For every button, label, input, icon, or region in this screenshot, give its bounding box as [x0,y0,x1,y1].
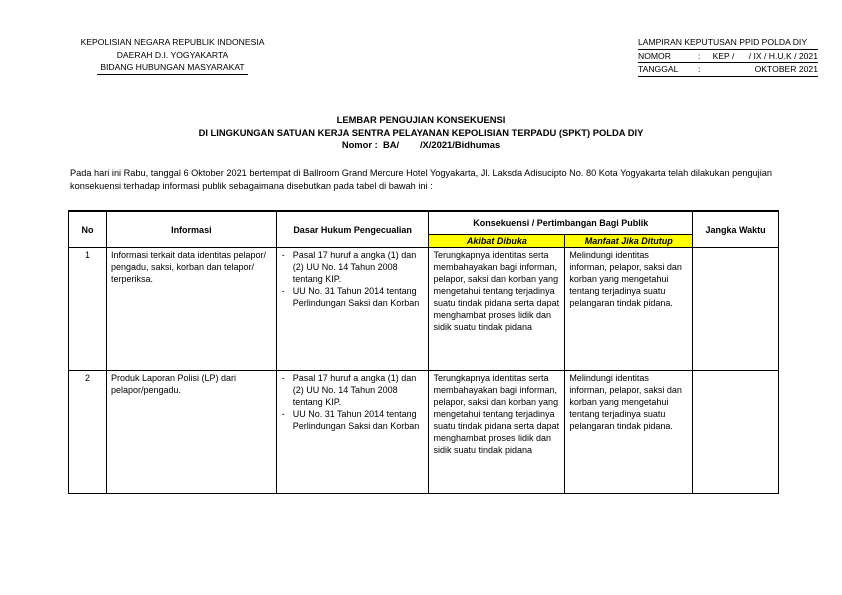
row-jangka-waktu [693,248,779,371]
tanggal-label: TANGGAL [638,64,679,74]
dasar-hukum-item: - UU No. 31 Tahun 2014 tentang Perlindungan Saksi dan Korban [281,408,425,432]
row-informasi: Informasi terkait data identitas pelapor/ pengadu, saksi, korban dan telapor/ terperiksa. [106,248,276,371]
nomor-value: KEP / / IX / H.U.K / 2021 [712,50,818,61]
table-row [69,248,779,371]
institution-line-1: KEPOLISIAN NEGARA REPUBLIK INDONESIA [80,37,265,47]
institution-line-3: BIDANG HUBUNGAN MASYARAKAT [97,61,247,75]
row-informasi: Produk Laporan Polisi (LP) dari pelapor/pengadu. [106,371,276,494]
table-row [69,371,779,494]
header-institution [70,36,275,75]
row-dasar-hukum [276,248,429,371]
consequence-test-table [68,210,779,494]
header-akibat-dibuka: Akibat Dibuka [429,235,565,248]
institution-line-2: DAERAH D.I. YOGYAKARTA [116,49,229,60]
header-jangka-waktu: Jangka Waktu [693,211,779,248]
row-number: 2 [69,371,107,494]
tanggal-row [638,63,818,77]
header-no: No [69,211,107,248]
row-akibat-dibuka: Terungkapnya identitas serta membahayakan bagi informan, pelapor, saksi dan korban yang mengetahui tentang terjadinya suatu tindak pidana serta dapat menghambat proses lidik dan sidik suatu tindak pidana [429,371,565,494]
tanggal-separator: : [698,64,701,74]
nomor-row [638,50,818,64]
row-manfaat-jika-ditutup: Melindungi identitas informan, pelapor, saksi dan korban yang mengetahui tentang terjadinya suatu pelangaran tindak pidana. [565,248,693,371]
header-dasar-hukum: Dasar Hukum Pengecualian [276,211,429,248]
header-manfaat-jika-ditutup: Manfaat Jika Ditutup [565,235,693,248]
dasar-hukum-item: - Pasal 17 huruf a angka (1) dan (2) UU No. 14 Tahun 2008 tentang KIP. [281,249,425,285]
dasar-hukum-item: - Pasal 17 huruf a angka (1) dan (2) UU No. 14 Tahun 2008 tentang KIP. [281,372,425,408]
attachment-title-row [638,36,818,50]
nomor-label: NOMOR [638,50,671,61]
dasar-hukum-item: - UU No. 31 Tahun 2014 tentang Perlindungan Saksi dan Korban [281,285,425,309]
nomor-separator: : [698,50,701,61]
title-document-number: Nomor : BA/ /X/2021/Bidhumas [341,139,501,150]
title-line-2: DI LINGKUNGAN SATUAN KERJA SENTRA PELAYANAN KEPOLISIAN TERPADU (SPKT) POLDA DIY [198,126,644,138]
table-header-row [69,211,779,235]
tanggal-value: OKTOBER 2021 [754,64,818,74]
header-attachment-info [638,36,818,77]
row-manfaat-jika-ditutup: Melindungi identitas informan, pelapor, saksi dan korban yang mengetahui tentang terjadinya suatu pelangaran tindak pidana. [565,371,693,494]
header-informasi: Informasi [106,211,276,248]
row-dasar-hukum [276,371,429,494]
document-title [0,114,842,152]
row-akibat-dibuka: Terungkapnya identitas serta membahayakan bagi informan, pelapor, saksi dan korban yang mengetahui tentang terjadinya suatu tindak pidana serta dapat menghambat proses lidik dan sidik suatu tindak pidana [429,248,565,371]
header-konsekuensi: Konsekuensi / Pertimbangan Bagi Publik [429,211,693,235]
row-jangka-waktu [693,371,779,494]
attachment-title: LAMPIRAN KEPUTUSAN PPID POLDA DIY [638,37,808,47]
intro-paragraph: Pada hari ini Rabu, tanggal 6 Oktober 2021 bertempat di Ballroom Grand Mercure Hotel Yogyakarta, Jl. Laksda Adisucipto No. 80 Kota Yogyakarta telah dilakukan pengujian konsekuensi terhadap informasi publik sebagaimana disebutkan pada tabel di bawah ini : [70,168,772,191]
title-line-1: LEMBAR PENGUJIAN KONSEKUENSI [336,114,506,125]
row-number: 1 [69,248,107,371]
